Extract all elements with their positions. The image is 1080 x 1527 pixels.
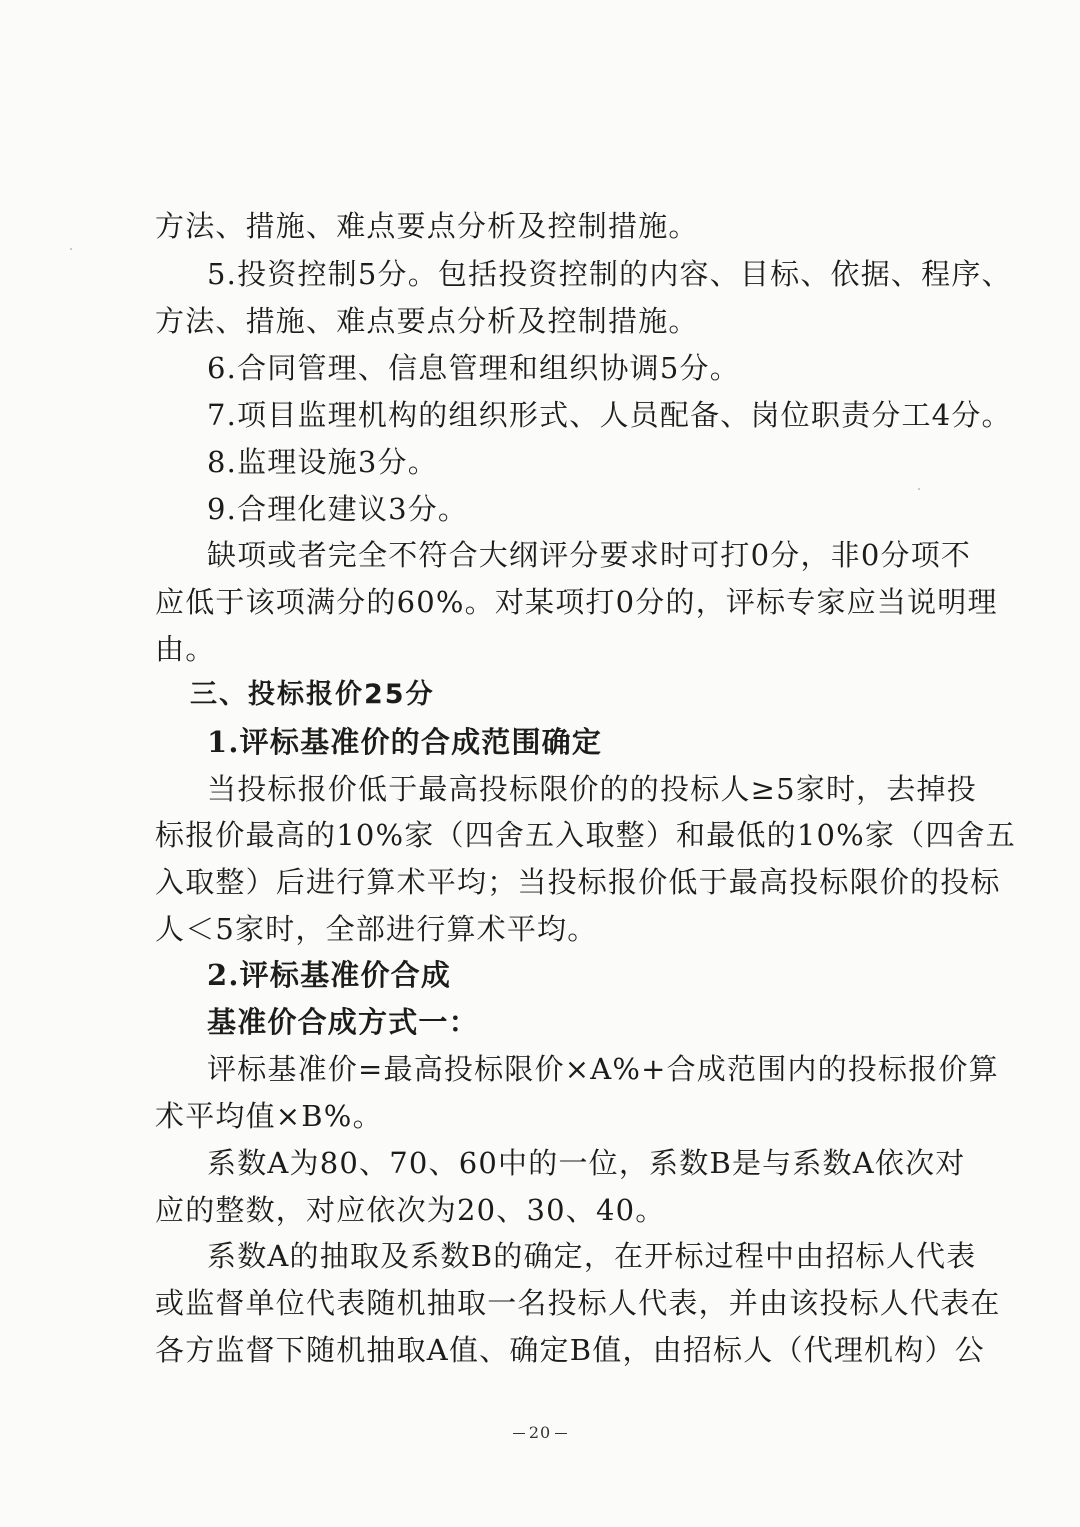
text-line: 当投标报价低于最高投标限价的的投标人≥5家时，去掉投	[207, 772, 977, 806]
scan-speck	[70, 248, 72, 250]
text-line: 6.合同管理、信息管理和组织协调5分。	[207, 351, 740, 385]
section-heading: 三、投标报价25分	[190, 679, 435, 710]
text-line: 5.投资控制5分。包括投资控制的内容、目标、依据、程序、	[207, 257, 1012, 291]
text-line: 各方监督下随机抽取A值、确定B值，由招标人（代理机构）公	[155, 1333, 985, 1367]
text-line: 人＜5家时，全部进行算术平均。	[155, 912, 598, 946]
text-line: 系数A的抽取及系数B的确定，在开标过程中由招标人代表	[207, 1239, 977, 1273]
text-line: 方法、措施、难点要点分析及控制措施。	[155, 304, 699, 338]
text-line: 入取整）后进行算术平均；当投标报价低于最高投标限价的投标	[155, 865, 1001, 899]
text-line: 系数A为80、70、60中的一位，系数B是与系数A依次对	[207, 1146, 966, 1180]
text-line: 应低于该项满分的60%。对某项打0分的，评标专家应当说明理	[155, 585, 998, 619]
text-line: 7.项目监理机构的组织形式、人员配备、岗位职责分工4分。	[207, 398, 1012, 432]
text-line: 8.监理设施3分。	[207, 445, 438, 479]
text-line: 或监督单位代表随机抽取一名投标人代表，并由该投标人代表在	[155, 1286, 1001, 1320]
text-line: 9.合理化建议3分。	[207, 492, 469, 526]
text-line: 术平均值×B%。	[155, 1099, 383, 1133]
text-line: 评标基准价=最高投标限价×A%+合成范围内的投标报价算	[207, 1052, 999, 1086]
scan-speck	[918, 488, 920, 490]
text-line: 标报价最高的10%家（四舍五入取整）和最低的10%家（四舍五	[155, 818, 1016, 852]
text-line: 方法、措施、难点要点分析及控制措施。	[155, 209, 699, 243]
text-line: 缺项或者完全不符合大纲评分要求时可打0分，非0分项不	[207, 538, 972, 572]
page-number-value: 20	[528, 1423, 552, 1442]
subsection-heading: 2.评标基准价合成	[207, 958, 452, 992]
text-line: 由。	[155, 632, 216, 666]
page-number	[0, 1423, 1080, 1442]
subsection-heading: 1.评标基准价的合成范围确定	[207, 725, 603, 759]
text-line: 应的整数，对应依次为20、30、40。	[155, 1193, 666, 1227]
method-heading: 基准价合成方式一：	[207, 1005, 479, 1039]
